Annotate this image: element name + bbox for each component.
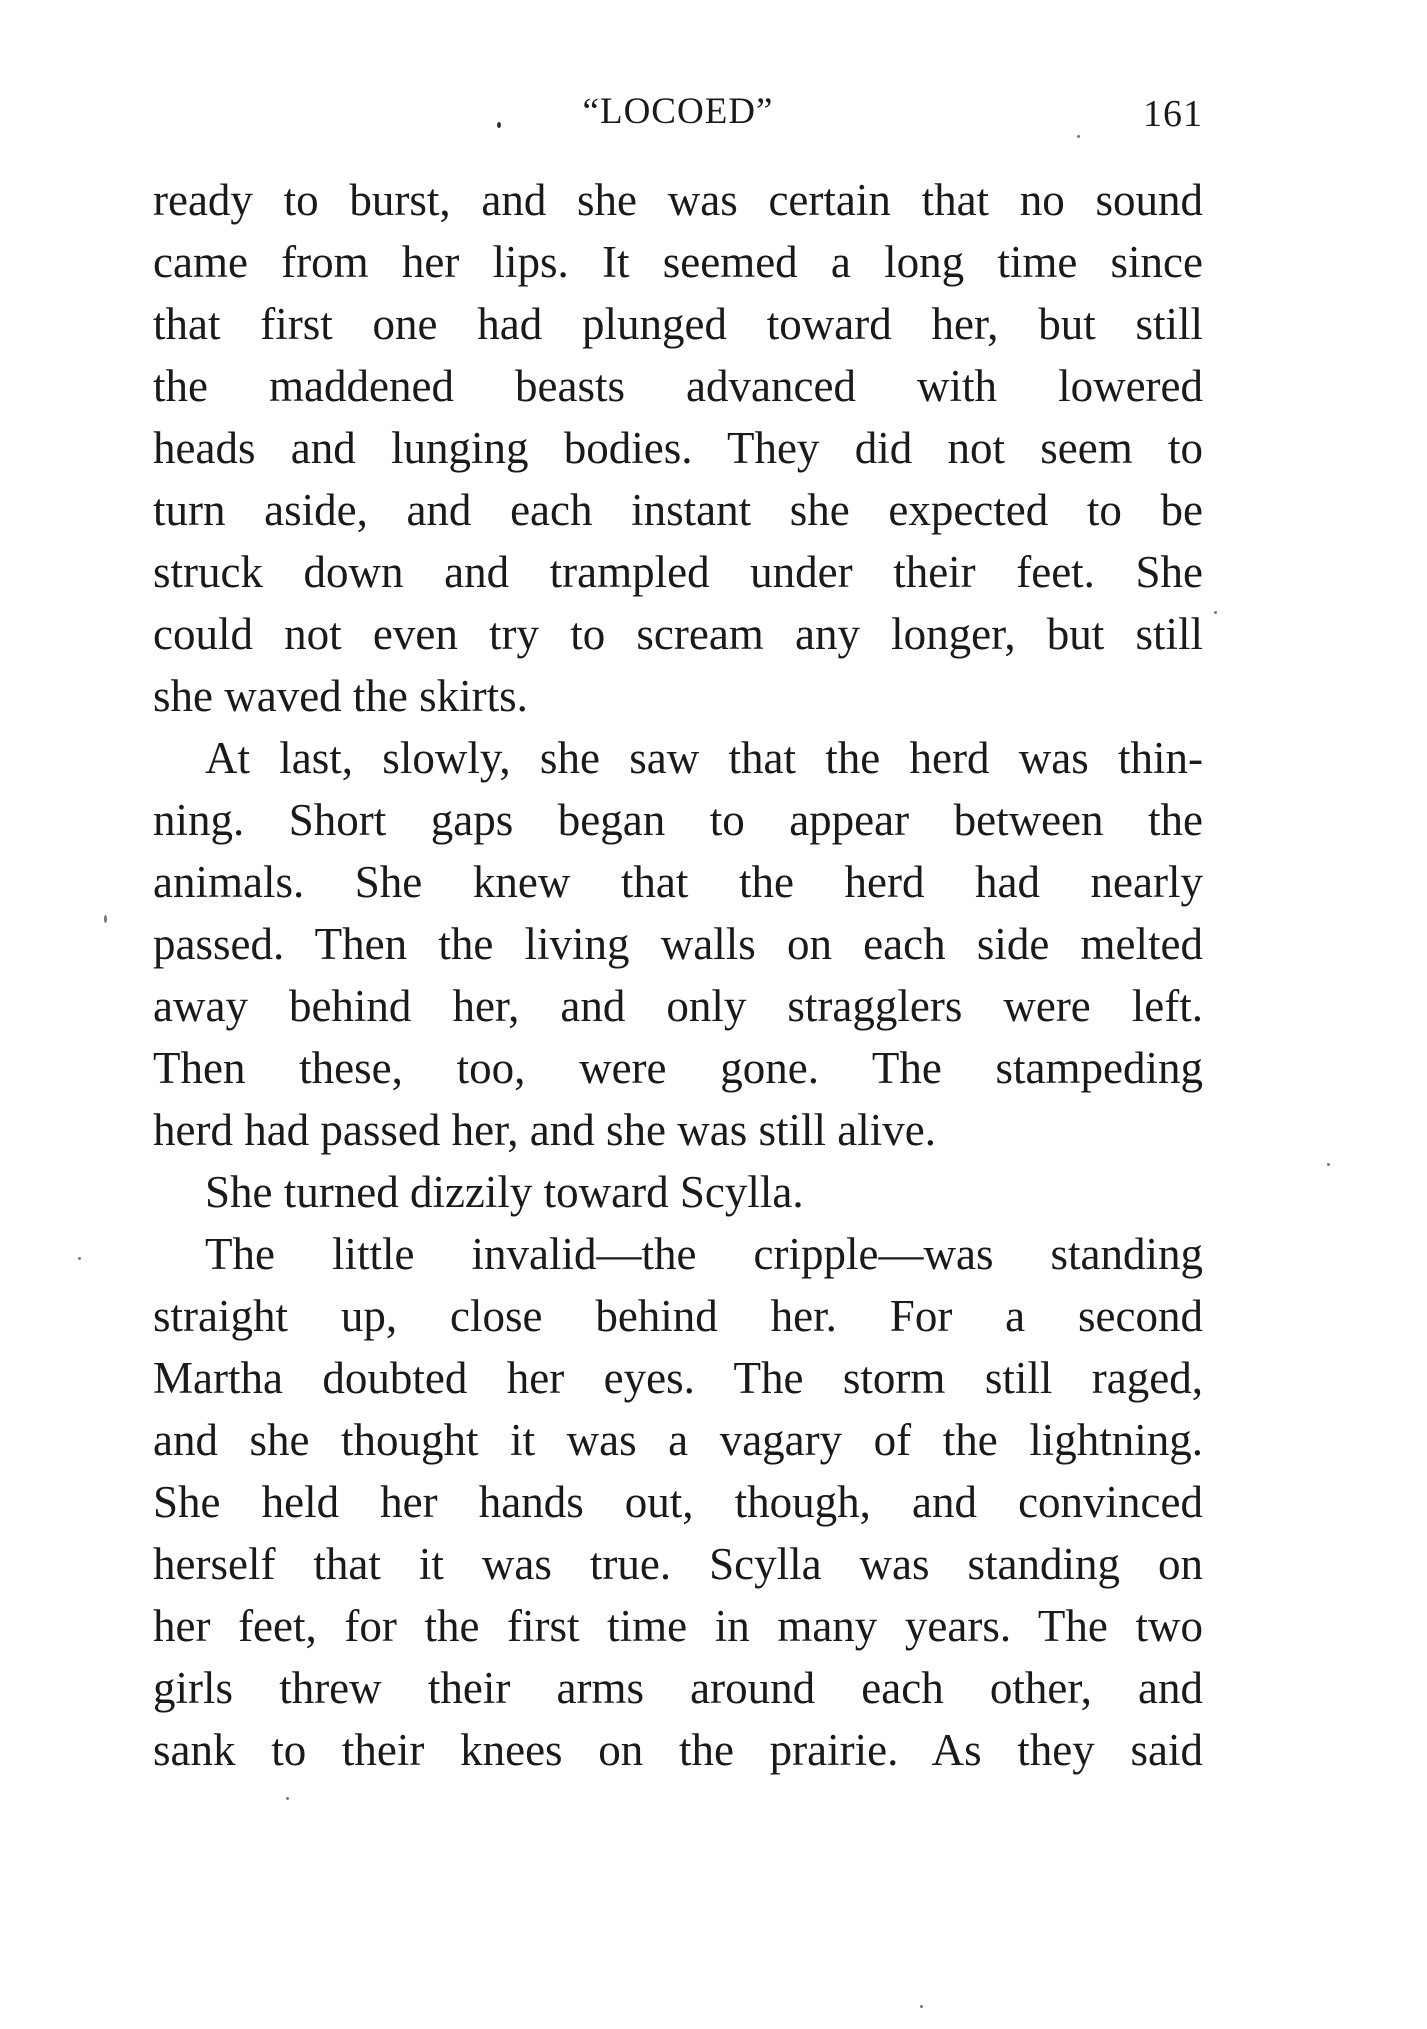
text-line: She turned dizzily toward Scylla.	[205, 1167, 804, 1217]
text-line: ning. Short gaps began to appear between the	[153, 795, 1203, 845]
text-line: girls threw their arms around each other, and	[153, 1663, 1203, 1713]
text-line: turn aside, and each instant she expected to be	[153, 485, 1203, 535]
body-text	[153, 169, 1203, 1781]
scan-speck	[920, 2005, 923, 2008]
running-head	[153, 90, 1203, 150]
text-line: herd had passed her, and she was still alive.	[153, 1105, 936, 1155]
text-line: away behind her, and only stragglers were left.	[153, 981, 1203, 1031]
text-line: She held her hands out, though, and convinced	[153, 1477, 1203, 1527]
text-line: herself that it was true. Scylla was standing on	[153, 1539, 1203, 1589]
text-line: could not even try to scream any longer, but still	[153, 609, 1203, 659]
text-line: the maddened beasts advanced with lowered	[153, 361, 1203, 411]
text-line: that first one had plunged toward her, but still	[153, 299, 1203, 349]
text-line: came from her lips. It seemed a long time since	[153, 237, 1203, 287]
scan-speck	[1077, 135, 1080, 138]
text-line: struck down and trampled under their feet. She	[153, 547, 1203, 597]
text-line: The little invalid—the cripple—was standing	[205, 1229, 1203, 1279]
text-line: her feet, for the first time in many years. The two	[153, 1601, 1203, 1651]
scan-speck	[286, 1797, 289, 1800]
page-number: 161	[1143, 93, 1203, 135]
scan-speck	[78, 1257, 81, 1260]
text-line: and she thought it was a vagary of the lightning.	[153, 1415, 1203, 1465]
text-line: Then these, too, were gone. The stampeding	[153, 1043, 1203, 1093]
scan-speck	[497, 122, 501, 128]
text-line: she waved the skirts.	[153, 671, 528, 721]
text-line: ready to burst, and she was certain that no sound	[153, 175, 1203, 225]
text-line: Martha doubted her eyes. The storm still raged,	[153, 1353, 1203, 1403]
scan-speck	[1214, 611, 1217, 614]
scan-speck	[104, 915, 107, 923]
text-line: animals. She knew that the herd had nearly	[153, 857, 1203, 907]
text-line: heads and lunging bodies. They did not seem to	[153, 423, 1203, 473]
text-line: sank to their knees on the prairie. As they said	[153, 1725, 1203, 1775]
scan-speck	[1327, 1163, 1330, 1166]
text-line: passed. Then the living walls on each side melted	[153, 919, 1203, 969]
text-line: straight up, close behind her. For a second	[153, 1291, 1203, 1341]
running-title: “LOCOED”	[582, 91, 774, 132]
text-line: At last, slowly, she saw that the herd was thin-	[205, 733, 1203, 783]
